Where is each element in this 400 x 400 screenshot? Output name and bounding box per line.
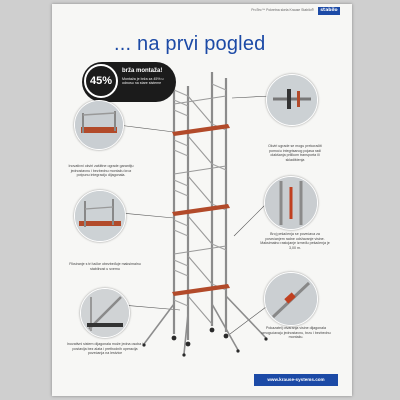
footer-url[interactable]: www.krause-systems.com [267, 377, 325, 382]
callout-platform-spacing [264, 176, 318, 230]
brochure-page [52, 4, 352, 396]
callout-three-point-fixing [74, 190, 126, 242]
caption-platform-spacing: Broj pešačenja se povećava za povećanjem radne održavanje visine. Maksimalno rastojanje između pešačenja je 3,00 m. [260, 232, 330, 250]
caption-guardrail-frame: Inovativni okviri zaštitne ograde garantiju jednostavnu i bezbednu montažu kroz potpunu integraciju dijagonala. [68, 164, 134, 178]
speed-circle [84, 64, 118, 98]
speed-badge [82, 62, 176, 102]
speed-value: 45% [89, 75, 113, 87]
page-title: ... na prvi pogled [114, 33, 266, 55]
caption-height-indicator: Pokazatelj otvaranja visine dijagonala omogućavaju jednostavnu, brzu i bezbednu montažu. [261, 326, 331, 340]
caption-belt-transport: Okviri ugrade se mogu prekoračiti pomoću integrisanog pojasa radi olakšanja prilikom transporta ili skladištenja [268, 144, 322, 162]
caption-diagonal-system: Inovativni sistem dijagonala može jedna osoba i postavlja bez alata i prethodnih operacija povećanja na lestvice [66, 342, 144, 356]
brand-logo: stabilo [318, 7, 340, 15]
speed-headline: brža montaža! [122, 68, 163, 74]
header-running-text: ProTec™ Pokretna skela Krause Stabilo® [251, 8, 314, 12]
callout-height-indicator [264, 272, 318, 326]
speed-description: Montaža je brža za 45% u odnosu na stare sisteme [122, 77, 164, 86]
footer-bar [254, 374, 338, 386]
callout-diagonal-system [80, 288, 130, 338]
caption-three-point-fixing: Fiksiranje s tri tačke obezbeđuje maksimalnu stabilnost u svemu [69, 262, 141, 271]
callout-guardrail-frame [74, 100, 124, 150]
callout-belt-transport [266, 74, 318, 126]
